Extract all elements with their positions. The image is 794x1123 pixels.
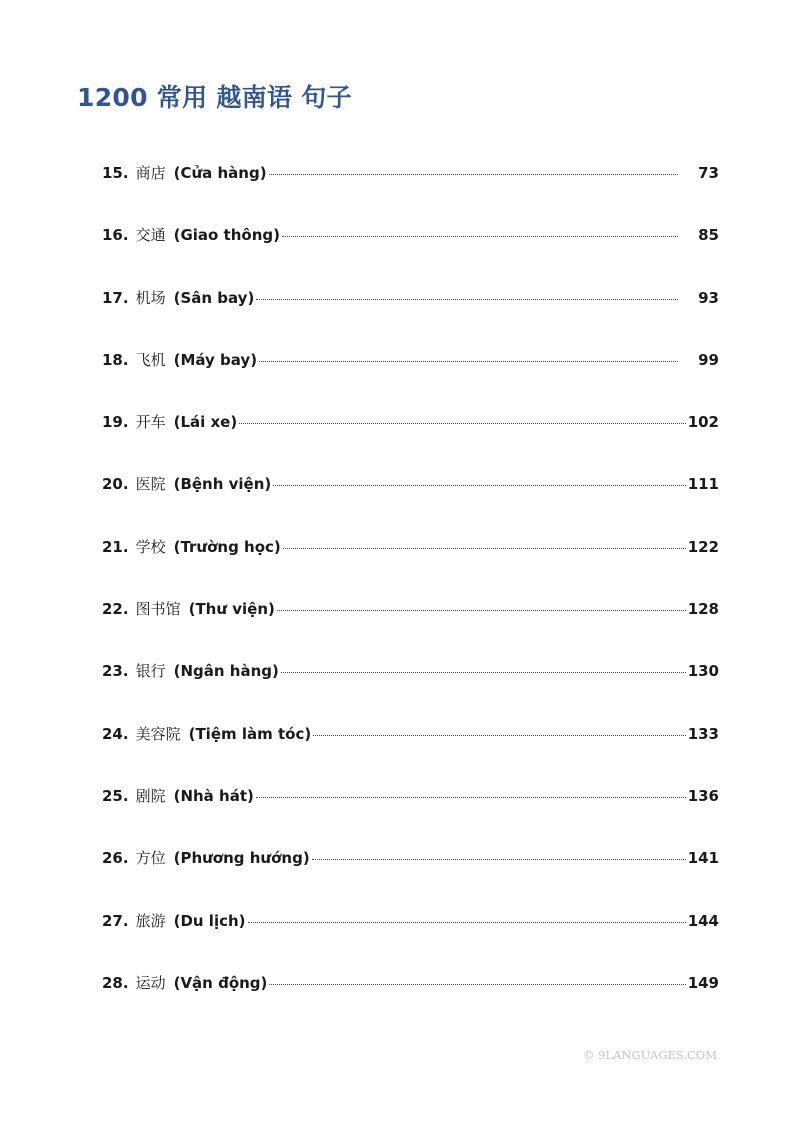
toc-entry-19[interactable]: [102, 409, 719, 471]
toc-dot-leader: [269, 174, 679, 175]
toc-entry-vietnamese: (Vận động): [173, 973, 268, 992]
toc-entry-chinese: 剧院: [135, 786, 166, 805]
toc-entry-page: 130: [687, 662, 719, 681]
toc-entry-page: 93: [698, 288, 719, 307]
toc-entry-27[interactable]: [102, 908, 719, 970]
toc-entry-chinese: 医院: [135, 475, 166, 494]
toc-entry-vietnamese: (Cửa hàng): [173, 164, 267, 182]
toc-entry-vietnamese: (Thư viện): [188, 600, 275, 619]
toc-entry-16[interactable]: [102, 222, 719, 284]
toc-dot-leader: [269, 984, 685, 985]
toc-entry-28[interactable]: [102, 970, 719, 1032]
toc-entry-20[interactable]: [102, 471, 719, 533]
toc-entry-page: 144: [687, 911, 719, 930]
toc-entry-18[interactable]: [102, 347, 719, 409]
toc-entry-page: 111: [687, 475, 719, 494]
toc-entry-page: 128: [687, 600, 719, 619]
toc-entry-number: 19.: [102, 413, 129, 432]
toc-entry-number: 22.: [102, 600, 129, 619]
toc-entry-vietnamese: (Du lịch): [173, 911, 246, 930]
toc-dot-leader: [282, 236, 678, 237]
toc-entry-chinese: 运动: [135, 973, 166, 992]
toc-entry-page: 149: [687, 973, 719, 992]
toc-entry-chinese: 旅游: [135, 911, 166, 930]
toc-entry-page: 141: [687, 849, 719, 868]
toc-entry-number: 17.: [102, 288, 129, 307]
toc-entry-number: 27.: [102, 911, 129, 930]
toc-entry-22[interactable]: [102, 596, 719, 658]
toc-entry-vietnamese: (Sân bay): [173, 288, 255, 307]
toc-entry-21[interactable]: [102, 534, 719, 596]
toc-entry-page: 133: [687, 724, 719, 743]
toc-entry-page: 122: [687, 537, 719, 556]
toc-entry-number: 25.: [102, 786, 129, 805]
toc-entry-vietnamese: (Tiệm làm tóc): [188, 724, 312, 743]
toc-entry-number: 20.: [102, 475, 129, 494]
toc-entry-24[interactable]: [102, 721, 719, 783]
toc-entry-vietnamese: (Trường học): [173, 537, 281, 556]
toc-dot-leader: [256, 299, 678, 300]
table-of-contents: [102, 160, 719, 1032]
toc-entry-chinese: 学校: [135, 537, 166, 556]
toc-entry-chinese: 交通: [135, 226, 166, 245]
toc-dot-leader: [281, 672, 686, 673]
toc-entry-number: 28.: [102, 973, 129, 992]
toc-dot-leader: [248, 922, 686, 923]
toc-entry-vietnamese: (Phương hướng): [173, 849, 310, 868]
toc-entry-vietnamese: (Bệnh viện): [173, 475, 272, 494]
toc-entry-vietnamese: (Máy bay): [173, 350, 258, 369]
toc-entry-25[interactable]: [102, 783, 719, 845]
toc-entry-chinese: 机场: [135, 288, 166, 307]
toc-entry-page: 102: [687, 413, 719, 432]
toc-entry-vietnamese: (Ngân hàng): [173, 662, 279, 681]
toc-entry-vietnamese: (Giao thông): [173, 226, 280, 245]
toc-dot-leader: [313, 735, 686, 736]
toc-dot-leader: [277, 610, 686, 611]
toc-entry-vietnamese: (Lái xe): [173, 413, 238, 432]
toc-entry-number: 26.: [102, 849, 129, 868]
toc-entry-number: 18.: [102, 350, 129, 369]
toc-entry-chinese: 美容院: [135, 724, 181, 743]
toc-dot-leader: [256, 797, 686, 798]
toc-dot-leader: [312, 859, 686, 860]
toc-entry-number: 21.: [102, 537, 129, 556]
toc-entry-chinese: 开车: [135, 413, 166, 432]
toc-dot-leader: [273, 485, 685, 486]
toc-entry-vietnamese: (Nhà hát): [173, 786, 254, 805]
toc-entry-number: 16.: [102, 226, 129, 245]
toc-entry-15[interactable]: [102, 160, 719, 222]
toc-entry-page: 99: [698, 350, 719, 369]
watermark: © 9LANGUAGES.COM: [583, 1048, 718, 1062]
toc-entry-page: 73: [698, 164, 719, 182]
toc-entry-number: 23.: [102, 662, 129, 681]
toc-entry-page: 85: [698, 226, 719, 245]
toc-entry-page: 136: [687, 786, 719, 805]
toc-entry-chinese: 商店: [135, 164, 166, 182]
toc-dot-leader: [259, 361, 678, 362]
toc-dot-leader: [283, 548, 686, 549]
toc-entry-number: 24.: [102, 724, 129, 743]
toc-entry-chinese: 方位: [135, 849, 166, 868]
page-title: 1200 常用 越南语 句子: [77, 83, 352, 112]
toc-entry-chinese: 飞机: [135, 350, 166, 369]
toc-entry-23[interactable]: [102, 658, 719, 720]
toc-entry-chinese: 图书馆: [135, 600, 181, 619]
toc-entry-26[interactable]: [102, 845, 719, 907]
toc-dot-leader: [239, 423, 685, 424]
toc-entry-17[interactable]: [102, 285, 719, 347]
toc-entry-number: 15.: [102, 164, 129, 182]
toc-entry-chinese: 银行: [135, 662, 166, 681]
